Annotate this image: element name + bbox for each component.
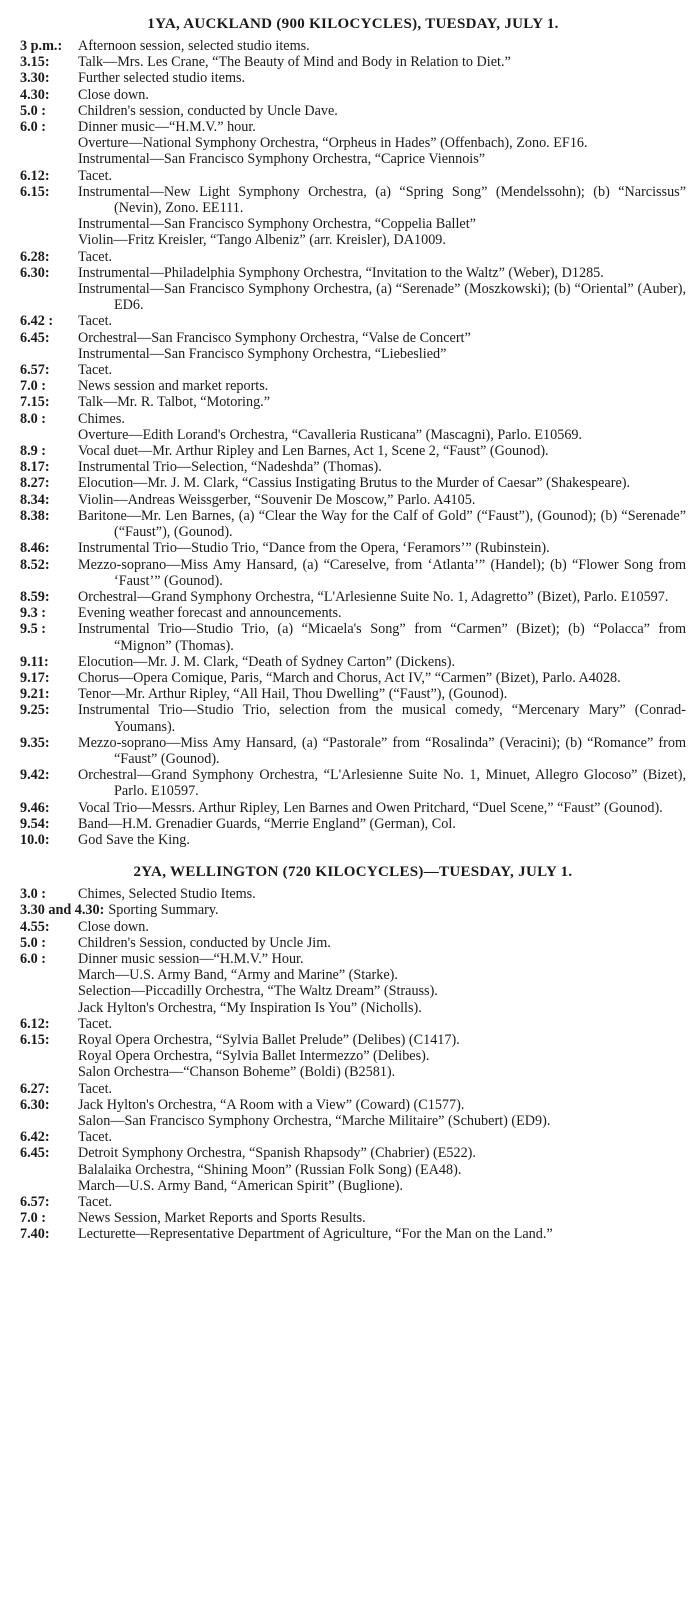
station-heading: 1YA, AUCKLAND (900 KILOCYCLES), TUESDAY, JULY 1. (147, 16, 559, 32)
entry-description: Overture—Edith Lorand's Orchestra, “Cavalleria Rusticana” (Mascagni), Parlo. E10569. (78, 426, 583, 443)
program-entry (20, 670, 686, 686)
entry-description: Instrumental—San Francisco Symphony Orchestra, “Liebeslied” (78, 345, 447, 362)
program-entry (20, 816, 686, 832)
entry-time: 7.15: (20, 394, 50, 411)
entry-description: Vocal duet—Mr. Arthur Ripley and Len Barnes, Act 1, Scene 2, “Faust” (Gounod). (78, 443, 549, 460)
entry-time (20, 281, 78, 313)
entry-description: Instrumental—New Light Symphony Orchestra, (a) “Spring Song” (Mendelssohn); (b) “Narcissus” (Nevin), Zono. EE111. (78, 183, 686, 217)
entry-description: Tacet. (78, 248, 113, 265)
program-entry (20, 492, 686, 508)
entry-time (20, 1064, 78, 1080)
entry-description: Vocal Trio—Messrs. Arthur Ripley, Len Barnes and Owen Pritchard, “Duel Scene,” “Faust” (Gounod). (78, 799, 663, 816)
entry-description: Children's Session, conducted by Uncle Jim. (78, 934, 331, 951)
entry-time: 3.15: (20, 54, 50, 71)
entry-time: 6.57: (20, 362, 50, 379)
program-entry (20, 362, 686, 378)
entry-time: 9.11: (20, 653, 49, 670)
program-entry (20, 605, 686, 621)
entry-time: 9.3 : (20, 605, 47, 622)
program-entry (20, 886, 686, 902)
program-entry (20, 38, 686, 54)
entry-time: 9.46: (20, 799, 50, 816)
entry-description: Band—H.M. Grenadier Guards, “Merrie England” (German), Col. (78, 815, 456, 832)
program-entry (20, 919, 686, 935)
program-entry (20, 475, 686, 491)
entry-description: Balalaika Orchestra, “Shining Moon” (Russian Folk Song) (EA48). (78, 1161, 462, 1178)
program-entry (20, 394, 686, 410)
program-entry (20, 832, 686, 848)
program-entry (20, 686, 686, 702)
program-entry (20, 281, 686, 313)
entry-time: 8.34: (20, 491, 50, 508)
entry-time (20, 1178, 78, 1194)
entry-time: 9.21: (20, 686, 50, 703)
program-entry (20, 983, 686, 999)
entry-time: 8.59: (20, 588, 50, 605)
entry-time: 6.57: (20, 1194, 50, 1211)
program-entry (20, 135, 686, 151)
entry-description: Mezzo-soprano—Miss Amy Hansard, (a) “Pastorale” from “Rosalinda” (Veracini); (b) “Romance” from “Faust” (Gounod). (78, 734, 686, 767)
program-entry (20, 70, 686, 86)
entry-description: Talk—Mr. R. Talbot, “Motoring.” (78, 394, 271, 411)
program-entry (20, 87, 686, 103)
entry-description: Evening weather forecast and announcements. (78, 605, 342, 622)
program-entry (20, 265, 686, 281)
entry-time (20, 1000, 78, 1016)
entry-time: 7.0 : (20, 378, 47, 395)
entry-description: March—U.S. Army Band, “American Spirit” (Buglione). (78, 1177, 404, 1194)
entry-description: Chimes, Selected Studio Items. (78, 886, 256, 903)
entry-time (20, 967, 78, 983)
entry-time: 8.9 : (20, 443, 47, 460)
entry-description: God Save the King. (78, 831, 190, 848)
entry-description: Mezzo-soprano—Miss Amy Hansard, (a) “Careselve, from ‘Atlanta’” (Handel); (b) “Flower Song from ‘Faust’” (Gounod). (78, 556, 686, 589)
entry-time (20, 151, 78, 167)
program-entry (20, 967, 686, 983)
entry-time: 3.30: (20, 70, 50, 87)
entry-description: News Session, Market Reports and Sports Results. (78, 1210, 366, 1227)
program-entry (20, 119, 686, 135)
program-entry (20, 103, 686, 119)
program-entry (20, 540, 686, 556)
entry-description: Instrumental Trio—Studio Trio, (a) “Micaela's Song” from “Carmen” (Bizet); (b) “Polacca” from “Mignon” (Thomas). (78, 621, 686, 654)
entry-time: 3.30 and 4.30: (20, 902, 105, 919)
entry-time (20, 232, 78, 248)
program-entry (20, 249, 686, 265)
entry-description: Elocution—Mr. J. M. Clark, “Cassius Instigating Brutus to the Murder of Caesar” (Shakespeare). (78, 475, 631, 492)
entry-time: 6.12: (20, 167, 50, 184)
program-entry (20, 346, 686, 362)
entry-time (20, 1162, 78, 1178)
entry-description: Tacet. (78, 1015, 113, 1032)
entry-description: Orchestral—Grand Symphony Orchestra, “L'Arlesienne Suite No. 1, Adagretto” (Bizet), Parlo. E10597. (78, 588, 669, 605)
entry-time: 6.42: (20, 1129, 50, 1146)
entry-description: Chimes. (78, 410, 125, 427)
entry-description: Orchestral—Grand Symphony Orchestra, “L'Arlesienne Suite No. 1, Minuet, Allegro Glocoso” (Bizet), Parlo. E10597. (78, 767, 686, 800)
entry-description: Further selected studio items. (78, 70, 246, 87)
entry-time: 8.38: (20, 507, 50, 524)
entry-description: Sporting Summary. (108, 902, 219, 919)
entry-time (20, 1048, 78, 1064)
program-entry (20, 735, 686, 767)
entry-time: 5.0 : (20, 934, 47, 951)
entry-description: Tacet. (78, 167, 113, 184)
entry-description: Tacet. (78, 362, 113, 379)
program-entry (20, 1048, 686, 1064)
program-entry (20, 1210, 686, 1226)
program-entry (20, 654, 686, 670)
program-entry (20, 1129, 686, 1145)
entry-description: Baritone—Mr. Len Barnes, (a) “Clear the Way for the Calf of Gold” (“Faust”), (Gounod); (b) “Serenade” (“Faust”), (Gounod). (78, 507, 686, 541)
program-listings (20, 14, 686, 1243)
program-entry (20, 1194, 686, 1210)
entry-description: Instrumental Trio—Selection, “Nadeshda” (Thomas). (78, 459, 382, 476)
entry-time: 10.0: (20, 831, 50, 848)
program-entry (20, 378, 686, 394)
entry-description: Tacet. (78, 1080, 113, 1097)
entry-time: 4.30: (20, 86, 50, 103)
entry-time: 8.17: (20, 459, 50, 476)
program-entry (20, 557, 686, 589)
entry-time: 8.46: (20, 540, 50, 557)
station-heading: 2YA, WELLINGTON (720 KILOCYCLES)—TUESDAY, JULY 1. (133, 864, 573, 881)
entry-time: 3.0 : (20, 886, 47, 903)
entry-description: Tacet. (78, 1129, 113, 1146)
entry-time (20, 427, 78, 443)
entry-description: Close down. (78, 86, 149, 103)
entry-description: Jack Hylton's Orchestra, “My Inspiration Is You” (Nicholls). (78, 999, 422, 1016)
program-entry (20, 1016, 686, 1032)
entry-description: Elocution—Mr. J. M. Clark, “Death of Sydney Carton” (Dickens). (78, 653, 456, 670)
entry-time: 6.45: (20, 329, 50, 346)
entry-description: Children's session, conducted by Uncle Dave. (78, 102, 338, 119)
program-entry (20, 1162, 686, 1178)
program-entry (20, 313, 686, 329)
entry-description: Dinner music—“H.M.V.” hour. (78, 119, 256, 136)
program-entry (20, 767, 686, 799)
entry-time: 8.52: (20, 556, 50, 573)
entry-description: Lecturette—Representative Department of Agriculture, “For the Man on the Land.” (78, 1226, 553, 1243)
program-entry (20, 800, 686, 816)
program-entry (20, 232, 686, 248)
entry-time: 6.45: (20, 1145, 50, 1162)
entry-description: Selection—Piccadilly Orchestra, “The Waltz Dream” (Strauss). (78, 983, 438, 1000)
program-entry (20, 1178, 686, 1194)
entry-description: Tacet. (78, 1194, 113, 1211)
entry-time: 7.40: (20, 1226, 50, 1243)
program-entry (20, 459, 686, 475)
program-entry (20, 935, 686, 951)
entry-description: News session and market reports. (78, 378, 269, 395)
entry-description: Instrumental Trio—Studio Trio, selection from the musical comedy, “Mercenary Mary” (Conrad-Youmans). (78, 702, 686, 735)
entry-description: Violin—Andreas Weissgerber, “Souvenir De Moscow,” Parlo. A4105. (78, 491, 476, 508)
program-entry (20, 330, 686, 346)
program-list (20, 38, 686, 848)
entry-time: 8.0 : (20, 410, 47, 427)
program-entry (20, 902, 686, 918)
program-list (20, 886, 686, 1242)
program-entry (20, 1000, 686, 1016)
entry-description: Close down. (78, 918, 149, 935)
program-entry (20, 1081, 686, 1097)
entry-description: Instrumental—San Francisco Symphony Orchestra, “Coppelia Ballet” (78, 216, 476, 233)
entry-description: Jack Hylton's Orchestra, “A Room with a View” (Coward) (C1577). (78, 1096, 465, 1113)
entry-time (20, 346, 78, 362)
entry-description: Tenor—Mr. Arthur Ripley, “All Hail, Thou Dwelling” (“Faust”), (Gounod). (78, 686, 508, 703)
entry-time: 6.0 : (20, 950, 47, 967)
entry-time (20, 135, 78, 151)
entry-description: Instrumental—San Francisco Symphony Orchestra, “Caprice Viennois” (78, 151, 486, 168)
entry-time: 4.55: (20, 918, 50, 935)
entry-time: 9.5 : (20, 621, 47, 638)
program-entry (20, 1226, 686, 1242)
program-entry (20, 1032, 686, 1048)
program-entry (20, 427, 686, 443)
entry-time: 3 p.m.: (20, 38, 63, 54)
entry-time: 7.0 : (20, 1210, 47, 1227)
entry-time: 6.15: (20, 183, 50, 200)
entry-time (20, 1113, 78, 1129)
program-entry (20, 54, 686, 70)
entry-description: Overture—National Symphony Orchestra, “Orpheus in Hades” (Offenbach), Zono. EF16. (78, 135, 588, 152)
entry-description: Talk—Mrs. Les Crane, “The Beauty of Mind and Body in Relation to Diet.” (78, 54, 511, 71)
entry-description: Dinner music session—“H.M.V.” Hour. (78, 950, 304, 967)
entry-description: Violin—Fritz Kreisler, “Tango Albeniz” (arr. Kreisler), DA1009. (78, 232, 446, 249)
entry-time: 5.0 : (20, 102, 47, 119)
entry-time: 6.28: (20, 248, 50, 265)
entry-time (20, 216, 78, 232)
program-entry (20, 702, 686, 734)
program-entry (20, 168, 686, 184)
entry-time: 6.27: (20, 1080, 50, 1097)
entry-time: 9.54: (20, 815, 50, 832)
entry-time: 8.27: (20, 475, 50, 492)
program-entry (20, 443, 686, 459)
entry-description: Royal Opera Orchestra, “Sylvia Ballet Intermezzo” (Delibes). (78, 1048, 430, 1065)
program-entry (20, 1113, 686, 1129)
program-entry (20, 411, 686, 427)
entry-time: 9.17: (20, 669, 50, 686)
entry-description: Royal Opera Orchestra, “Sylvia Ballet Prelude” (Delibes) (C1417). (78, 1031, 460, 1048)
entry-time: 6.12: (20, 1015, 50, 1032)
entry-time: 9.25: (20, 702, 50, 719)
entry-description: Afternoon session, selected studio items. (78, 38, 310, 54)
entry-description: Instrumental—Philadelphia Symphony Orchestra, “Invitation to the Waltz” (Weber), D1285. (78, 264, 604, 281)
entry-time: 6.42 : (20, 313, 54, 330)
program-entry (20, 1145, 686, 1161)
program-entry (20, 1064, 686, 1080)
entry-description: Tacet. (78, 313, 113, 330)
entry-description: Instrumental Trio—Studio Trio, “Dance from the Opera, ‘Feramors’” (Rubinstein). (78, 540, 550, 557)
program-entry (20, 1097, 686, 1113)
entry-time: 9.35: (20, 734, 50, 751)
entry-description: Salon—San Francisco Symphony Orchestra, “Marche Militaire” (Schubert) (ED9). (78, 1113, 551, 1129)
entry-description: Chorus—Opera Comique, Paris, “March and Chorus, Act IV,” “Carmen” (Bizet), Parlo. A4028. (78, 669, 621, 686)
entry-time: 6.15: (20, 1031, 50, 1048)
program-entry (20, 621, 686, 653)
entry-time: 6.30: (20, 264, 50, 281)
entry-description: Detroit Symphony Orchestra, “Spanish Rhapsody” (Chabrier) (E522). (78, 1145, 476, 1162)
entry-time: 6.30: (20, 1096, 50, 1113)
program-entry (20, 508, 686, 540)
entry-time: 6.0 : (20, 119, 47, 136)
program-entry (20, 951, 686, 967)
entry-description: Instrumental—San Francisco Symphony Orchestra, (a) “Serenade” (Moszkowski); (b) “Oriental” (Auber), ED6. (78, 281, 686, 314)
entry-time: 9.42: (20, 767, 50, 784)
program-entry (20, 184, 686, 216)
program-entry (20, 216, 686, 232)
entry-time (20, 983, 78, 999)
entry-description: March—U.S. Army Band, “Army and Marine” (Starke). (78, 967, 398, 984)
program-entry (20, 151, 686, 167)
entry-description: Orchestral—San Francisco Symphony Orchestra, “Valse de Concert” (78, 329, 471, 346)
entry-description: Salon Orchestra—“Chanson Boheme” (Boldi) (B2581). (78, 1064, 396, 1081)
program-entry (20, 589, 686, 605)
